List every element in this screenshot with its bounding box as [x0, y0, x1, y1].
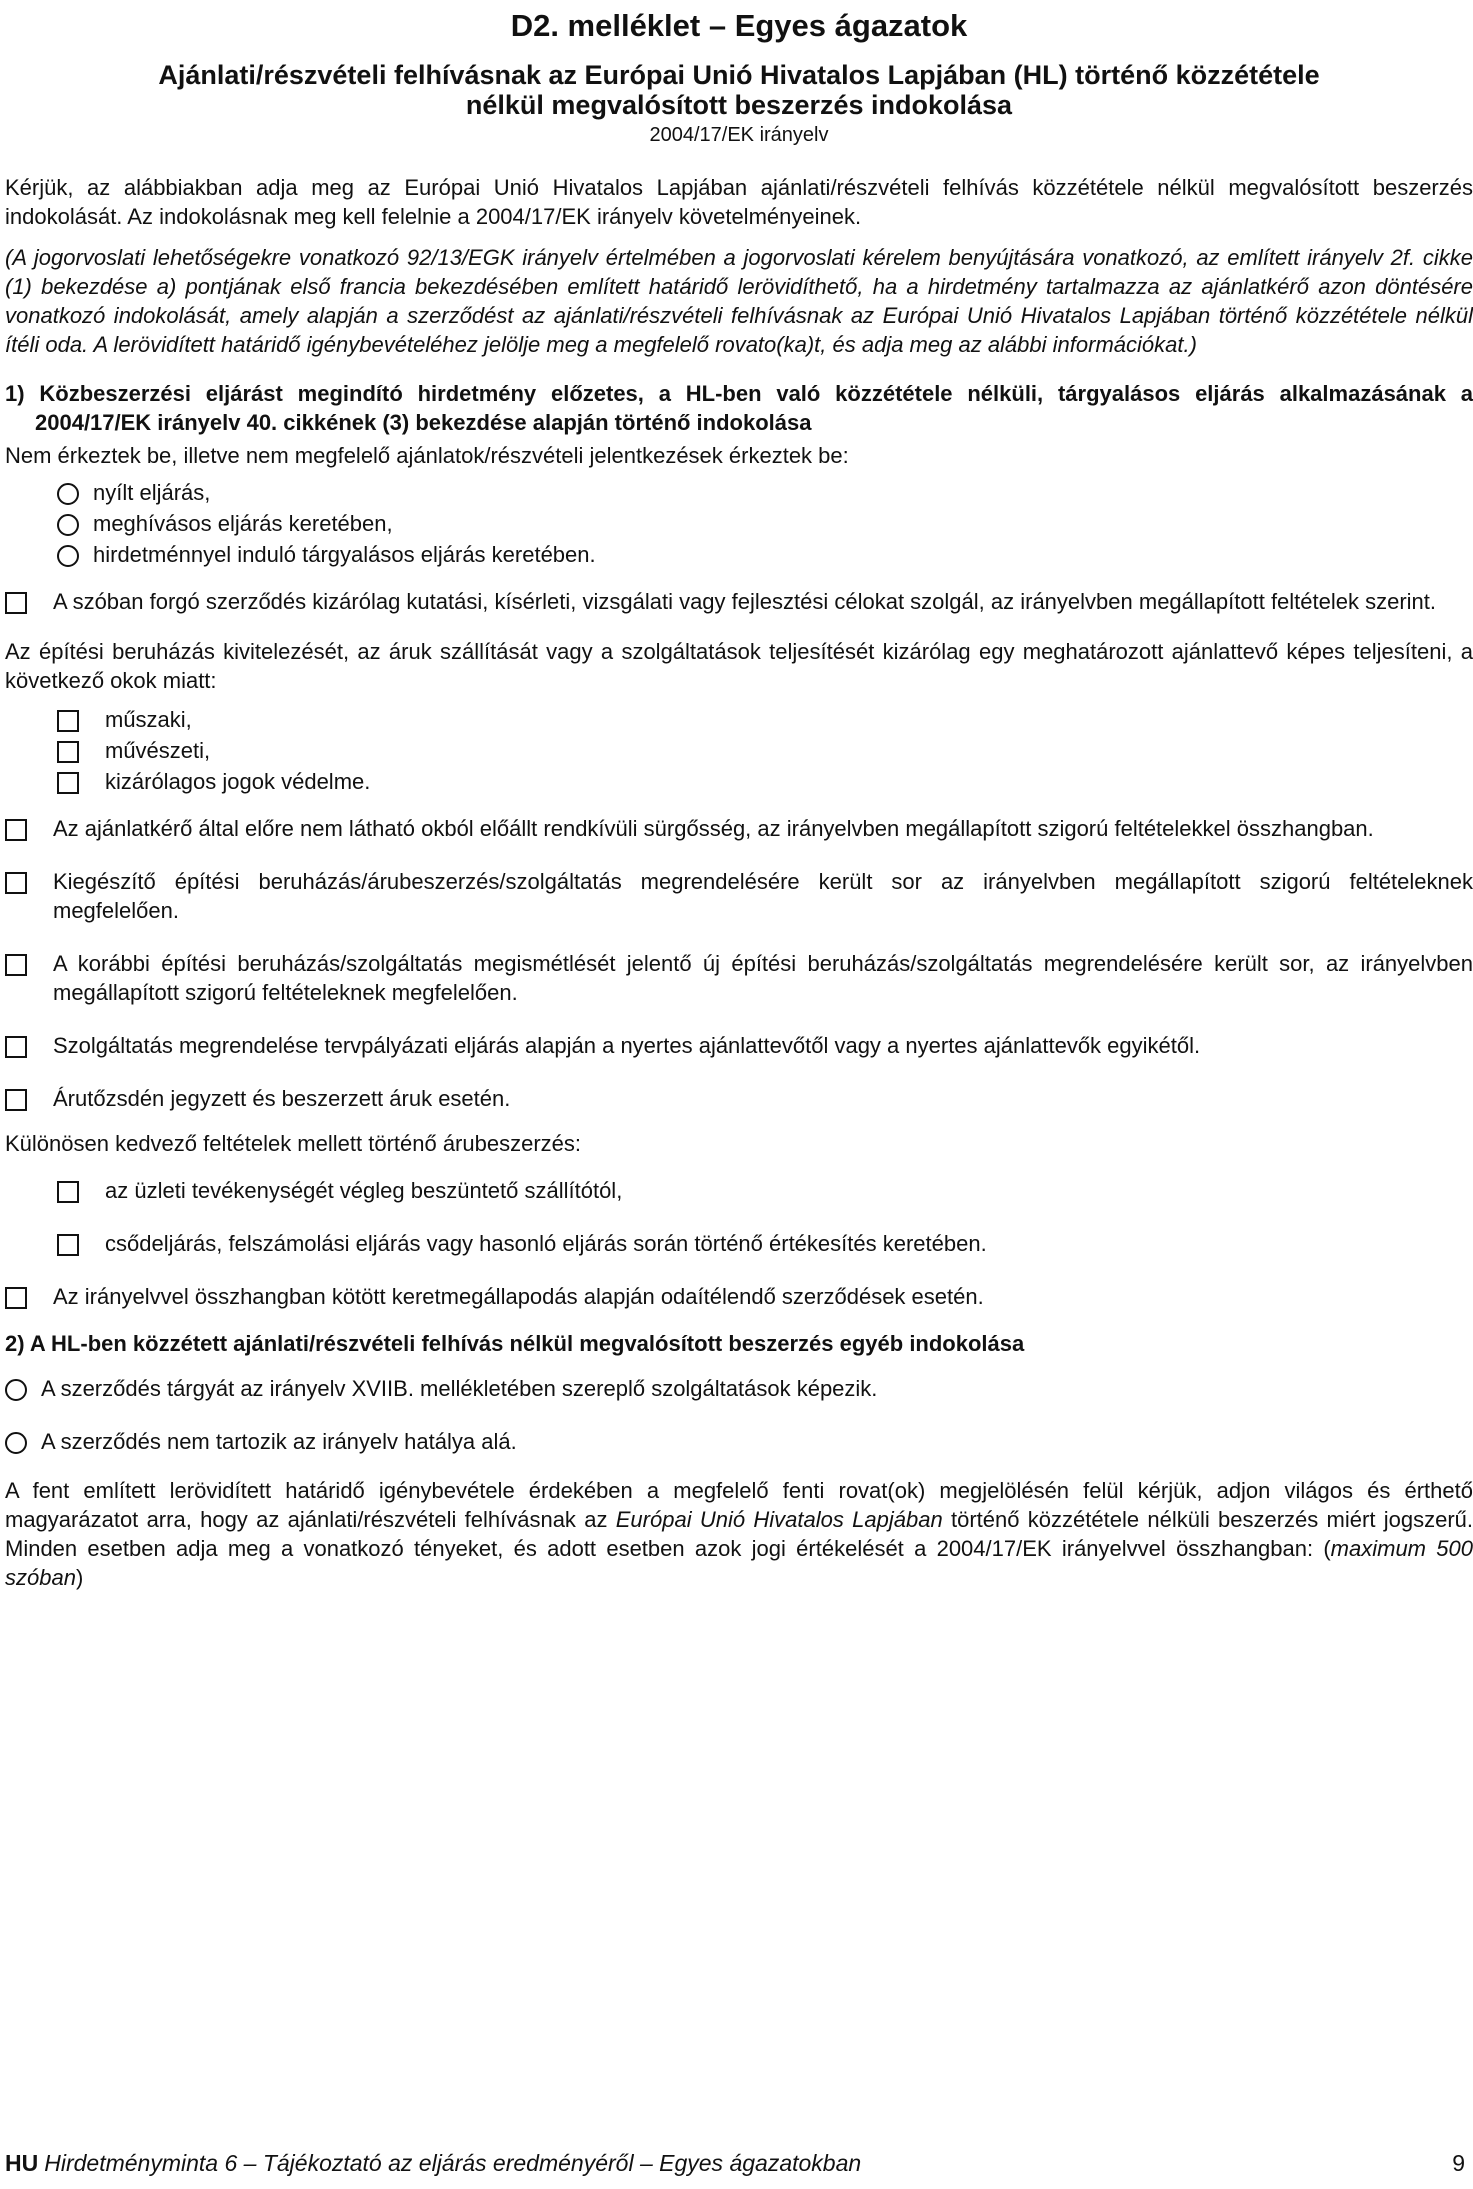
checkbox-icon[interactable] — [57, 741, 79, 763]
checkbox-icon[interactable] — [57, 1181, 79, 1203]
checkbox-repetition[interactable]: A korábbi építési beruházás/szolgáltatás megismétlését jelentő új építési beruházás/szolgáltatás megrendelésére került sor, az irányelvben megállapított szigorú feltételeknek megfelelően. — [5, 949, 1473, 1007]
checkbox-exclusive-rights[interactable]: kizárólagos jogok védelme. — [57, 767, 1473, 796]
checkbox-icon[interactable] — [57, 1234, 79, 1256]
checkbox-icon[interactable] — [5, 872, 27, 894]
page-footer — [5, 2150, 1465, 2177]
radio-circle-icon[interactable] — [57, 514, 79, 536]
checkbox-icon[interactable] — [57, 710, 79, 732]
checkbox-icon[interactable] — [5, 1089, 27, 1111]
checkbox-icon[interactable] — [5, 1287, 27, 1309]
checkbox-research[interactable]: A szóban forgó szerződés kizárólag kutatási, kísérleti, vizsgálati vagy fejlesztési célokat szolgál, az irányelvben megállapított feltételek szerint. — [5, 587, 1473, 616]
radio-circle-icon[interactable] — [57, 545, 79, 567]
radio-option-annex[interactable]: A szerződés tárgyát az irányelv XVIIB. mellékletében szereplő szolgáltatások képezik. — [5, 1374, 1473, 1403]
closing-paragraph: A fent említett lerövidített határidő igénybevétele érdekében a megfelelő fenti rovat(ok) megjelölésén felül kérjük, adjon világos és érthető magyarázatot arra, hogy az ajánlati/részvételi felhívásnak az Európai Unió Hivatalos Lapjában történő közzététele nélküli beszerzés miért jogszerű. Minden esetben adja meg a vonatkozó tényeket, és adott esetben azok jogi értékelését a 2004/17/EK irányelvvel összhangban: (maximum 500 szóban) — [5, 1478, 1473, 1591]
checkbox-additional[interactable]: Kiegészítő építési beruházás/árubeszerzés/szolgáltatás megrendelésére került sor az irányelvben megállapított szigorú feltételeknek megfelelően. — [5, 867, 1473, 925]
radio-option-outside-scope[interactable]: A szerződés nem tartozik az irányelv hatálya alá. — [5, 1427, 1473, 1456]
radio-option-restricted[interactable]: meghívásos eljárás keretében, — [57, 509, 1473, 538]
checkbox-technical[interactable]: műszaki, — [57, 705, 1473, 734]
radio-circle-icon[interactable] — [5, 1432, 27, 1454]
no-tenders-text: Nem érkeztek be, illetve nem megfelelő ajánlatok/részvételi jelentkezések érkeztek be: — [5, 443, 849, 469]
page-title: D2. melléklet – Egyes ágazatok — [510, 8, 968, 43]
section1-heading: 1) Közbeszerzési eljárást megindító hirdetmény előzetes, a HL-ben való közzététele nélküli, tárgyalásos eljárás alkalmazásának a 2004/17/EK irányelv 40. cikkének (3) bekezdése alapján történő indokolása — [5, 381, 1473, 436]
checkbox-icon[interactable] — [5, 954, 27, 976]
checkbox-artistic[interactable]: művészeti, — [57, 736, 1473, 765]
directive-label: 2004/17/EK irányelv — [649, 124, 829, 147]
radio-option-negotiated[interactable]: hirdetménnyel induló tárgyalásos eljárás keretében. — [57, 540, 1473, 569]
footer-text: HU Hirdetményminta 6 – Tájékoztató az eljárás eredményéről – Egyes ágazatokban — [5, 2150, 862, 2176]
checkbox-icon[interactable] — [5, 819, 27, 841]
favourable-text: Különösen kedvező feltételek mellett történő árubeszerzés: — [5, 1130, 581, 1156]
page-number: 9 — [1452, 2150, 1465, 2176]
checkbox-urgency[interactable]: Az ajánlatkérő által előre nem látható okból előállt rendkívüli sürgősség, az irányelvben megállapított szigorú feltételekkel összhangban. — [5, 814, 1473, 843]
intro-paragraph: Kérjük, az alábbiakban adja meg az Európai Unió Hivatalos Lapjában ajánlati/részvételi felhívás közzététele nélkül megvalósított beszerzés indokolását. Az indokolásnak meg kell felelnie a 2004/17/EK irányelv követelményeinek. — [5, 175, 1473, 230]
checkbox-insolvency[interactable]: csődeljárás, felszámolási eljárás vagy hasonló eljárás során történő értékesítés keretében. — [57, 1229, 1473, 1258]
checkbox-commodity[interactable]: Árutőzsdén jegyzett és beszerzett áruk esetén. — [5, 1084, 1473, 1113]
single-supplier-text: Az építési beruházás kivitelezését, az áruk szállítását vagy a szolgáltatások teljesítését kizárólag egy meghatározott ajánlattevő képes teljesíteni, a következő okok miatt: — [5, 638, 1473, 693]
radio-option-open[interactable]: nyílt eljárás, — [57, 478, 1473, 507]
checkbox-icon[interactable] — [5, 1036, 27, 1058]
section2-heading: 2) A HL-ben közzétett ajánlati/részvételi felhívás nélkül megvalósított beszerzés egyéb indokolása — [5, 1331, 1025, 1357]
page-subtitle: Ajánlati/részvételi felhívásnak az Európai Unió Hivatalos Lapjában (HL) történő közzététele nélkül megvalósított beszerzés indokolása — [158, 59, 1320, 120]
document-page — [5, 0, 1473, 1592]
intro-note: (A jogorvoslati lehetőségekre vonatkozó 92/13/EGK irányelv értelmében a jogorvoslati kérelem benyújtására vonatkozó, az említett irányelv 2f. cikke (1) bekezdése a) pontjának első francia bekezdésében említett határidő lerövidíthető, ha a hirdetmény tartalmazza az ajánlatkérő azon döntésére vonatkozó indokolását, amely alapján a szerződést az ajánlati/részvételi felhívásnak az Európai Unió Hivatalos Lapjában történő közzététele nélkül ítéli oda. A lerövidített határidő igénybevételéhez jelölje meg a megfelelő rovato(ka)t, és adja meg az alábbi információkat.) — [5, 245, 1473, 358]
checkbox-icon[interactable] — [5, 592, 27, 614]
checkbox-design-contest[interactable]: Szolgáltatás megrendelése tervpályázati eljárás alapján a nyertes ajánlattevőtől vagy a nyertes ajánlattevők egyikétől. — [5, 1031, 1473, 1060]
radio-circle-icon[interactable] — [57, 483, 79, 505]
checkbox-icon[interactable] — [57, 772, 79, 794]
checkbox-framework[interactable]: Az irányelvvel összhangban kötött keretmegállapodás alapján odaítélendő szerződések esetén. — [5, 1282, 1473, 1311]
checkbox-ceasing-supplier[interactable]: az üzleti tevékenységét végleg beszüntető szállítótól, — [57, 1176, 1473, 1205]
radio-circle-icon[interactable] — [5, 1379, 27, 1401]
